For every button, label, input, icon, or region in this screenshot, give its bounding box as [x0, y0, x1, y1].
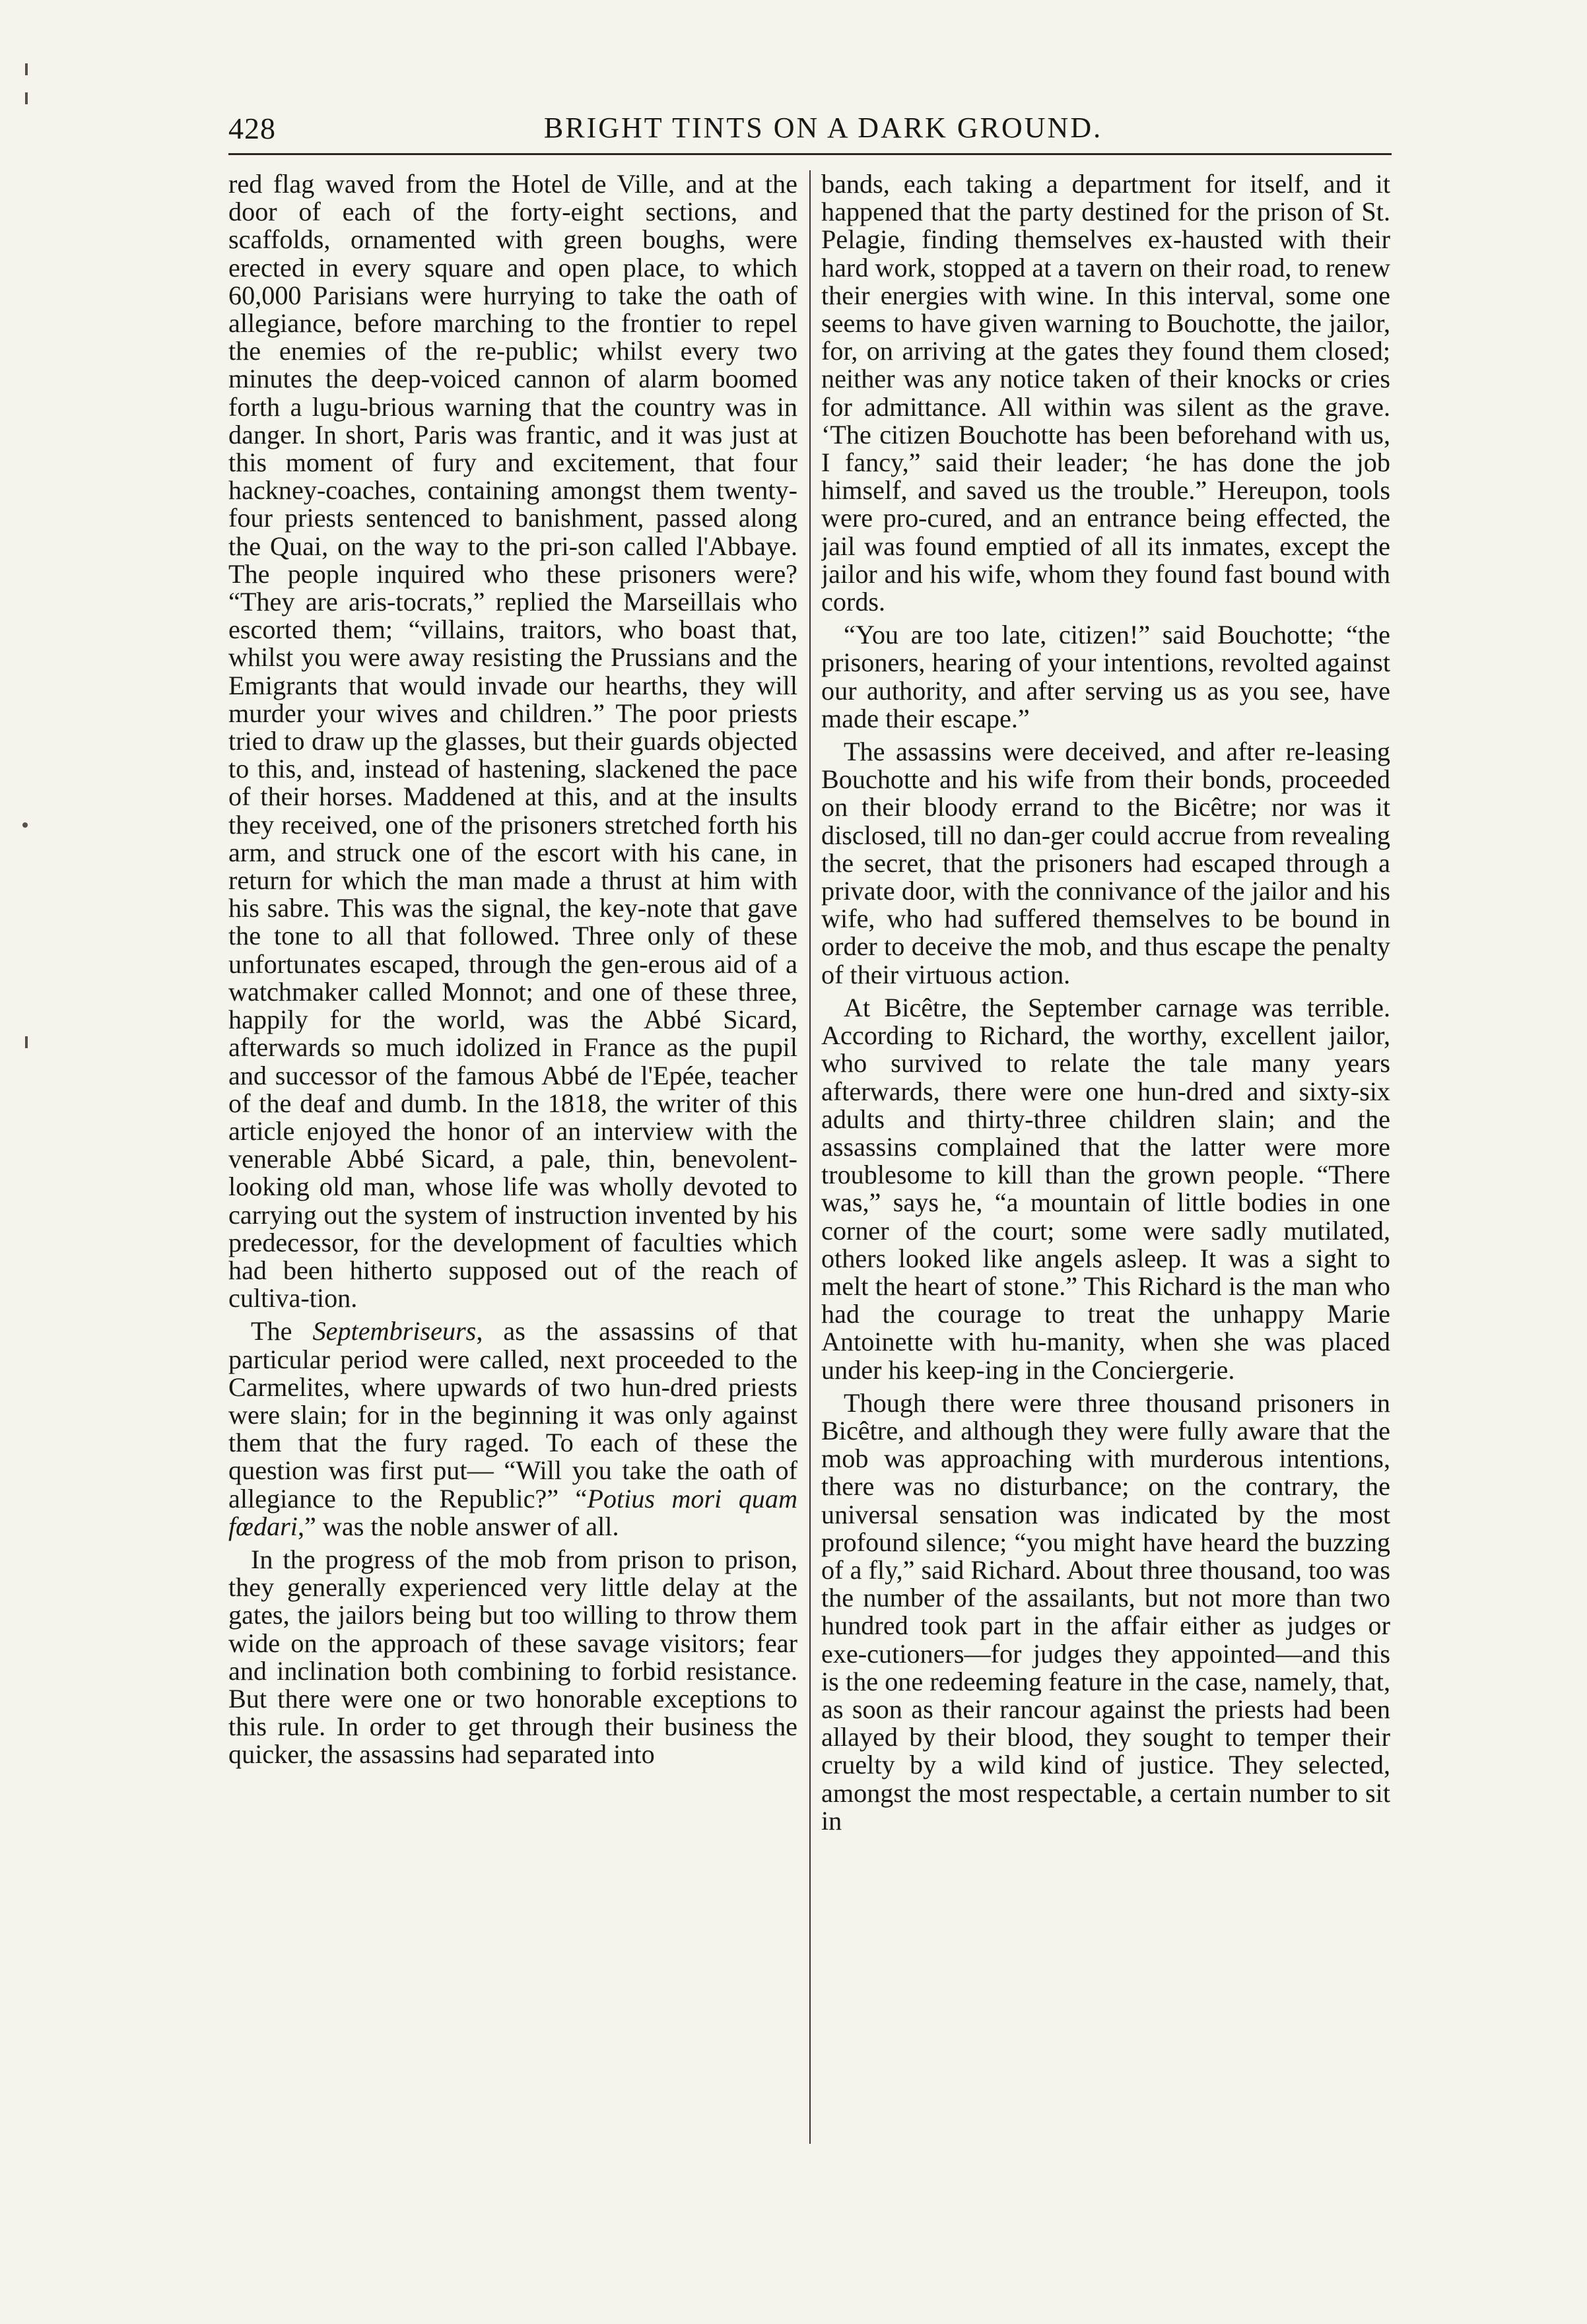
italic-term: Septembriseurs [312, 1316, 477, 1346]
latin-quote: Potius mori quam fœdari [228, 1483, 797, 1541]
paragraph: Though there were three thousand prisoners in Bicêtre, and although they were fully aware that the mob was approaching with murderous intentions, there was no disturbance; on the contrary, the universal sensation was indicated by the most profound silence; “you might have heard the buzzing of a fly,” said Richard. About three thousand, too was the number of the assailants, but not more than two hundred took part in the affair either as judges or exe-cutioners—for judges they appointed—and this is the one redeeming feature in the case, namely, that, as soon as their rancour against the priests had been allayed by their blood, they sought to temper their cruelty by a wild kind of justice. They selected, amongst the most respectable, a certain number to sit in [821, 1387, 1390, 1836]
paragraph: The assassins were deceived, and after re-leasing Bouchotte and his wife from their bonds, proceeded on their bloody errand to the Bicêtre; nor was it disclosed, till no dan-ger could accrue from revealing the secret, that the prisoners had escaped through a private door, with the connivance of the jailor and his wife, who had suffered themselves to be bound in order to deceive the mob, and thus escape the penalty of their virtuous action. [821, 737, 1390, 989]
text-run: The [251, 1316, 313, 1346]
running-title: BRIGHT TINTS ON A DARK GROUND. [543, 112, 1103, 144]
header-rule [228, 153, 1392, 155]
margin-mark [25, 63, 28, 75]
margin-mark [22, 822, 28, 828]
margin-mark [25, 1036, 28, 1048]
paragraph: In the progress of the mob from prison to prison, they generally experienced very little delay at the gates, the jailors being but too willing to throw them wide on the approach of these savage visitors; fear and inclination both combining to forbid resistance. But there were one or two honorable exceptions to this rule. In order to get through their business the quicker, the assassins had separated into [228, 1544, 797, 1770]
page-header [228, 110, 1392, 152]
paragraph [228, 1317, 797, 1541]
right-column [821, 170, 1390, 2150]
left-column [228, 170, 797, 2150]
paragraph: bands, each taking a department for itself, and it happened that the party destined for the prison of St. Pelagie, finding themselves ex-hausted with their hard work, stopped at a tavern on their road, to renew their energies with wine. In this interval, some one seems to have given warning to Bouchotte, the jailor, for, on arriving at the gates they found them closed; neither was any notice taken of their knocks or cries for admittance. All within was silent as the grave. ‘The citizen Bouchotte has been beforehand with us, I fancy,” said their leader; ‘he has done the job himself, and saved us the trouble.” Hereupon, tools were pro-cured, and an entrance being effected, the jail was found emptied of all its inmates, except the jailor and his wife, whom they found fast bound with cords. [821, 170, 1390, 617]
margin-mark [25, 92, 28, 104]
text-run: ,” was the noble answer of all. [297, 1511, 619, 1541]
page-number: 428 [228, 112, 276, 145]
column-divider [809, 170, 811, 2144]
paragraph: At Bicêtre, the September carnage was terrible. According to Richard, the worthy, excellent jailor, who survived to relate the tale many years afterwards, there were one hun-dred and sixty-six adults and thirty-three children slain; and the assassins complained that the latter were more troublesome to kill than the grown people. “There was,” says he, “a mountain of little bodies in one corner of the court; some were sadly mutilated, others looked like angels asleep. It was a sight to melt the heart of stone.” This Richard is the man who had the courage to treat the unhappy Marie Antoinette with hu-manity, when she was placed under his keep-ing in the Conciergerie. [821, 992, 1390, 1385]
margin-marks [0, 0, 40, 2324]
paragraph: red flag waved from the Hotel de Ville, and at the door of each of the forty-eight sections, and scaffolds, ornamented with green boughs, were erected in every square and open place, to which 60,000 Parisians were hurrying to take the oath of allegiance, before marching to the frontier to repel the enemies of the re-public; whilst every two minutes the deep-voiced cannon of alarm boomed forth a lugu-brious warning that the country was in danger. In short, Paris was frantic, and it was just at this moment of fury and excitement, that four hackney-coaches, containing amongst them twenty-four priests sentenced to banishment, passed along the Quai, on the way to the pri-son called l'Abbaye. The people inquired who these prisoners were? “They are aris-tocrats,” replied the Marseillais who escorted them; “villains, traitors, who boast that, whilst you were away resisting the Prussians and the Emigrants that would invade our hearths, they will murder your wives and children.” The poor priests tried to draw up the glasses, but their guards objected to this, and, instead of hastening, slackened the pace of their horses. Maddened at this, and at the insults they received, one of the prisoners stretched forth his arm, and struck one of the escort with his cane, in return for which the man made a thrust at him with his sabre. This was the signal, the key-note that gave the tone to all that followed. Three only of these unfortunates escaped, through the gen-erous aid of a watchmaker called Monnot; and one of these three, happily for the world, was the Abbé Sicard, afterwards so much idolized in France as the pupil and successor of the famous Abbé de l'Epée, teacher of the deaf and dumb. In the 1818, the writer of this article enjoyed the honor of an interview with the venerable Abbé Sicard, a pale, thin, benevolent-looking old man, whose life was wholly devoted to carrying out the system of instruction invented by his predecessor, for the development of faculties which had been hitherto supposed out of the reach of cultiva-tion. [228, 170, 797, 1313]
paragraph: “You are too late, citizen!” said Bouchotte; “the prisoners, hearing of your intentions, revolted against our authority, and after serving us as you see, have made their escape.” [821, 620, 1390, 733]
text-run: , as the assassins of that particular period were called, next proceeded to the Carmelites, where upwards of two hun-dred priests were slain; for in the beginning it was only against them that the fury raged. To each of these the question was first put— “Will you take the oath of allegiance to the Republic?” “ [228, 1316, 797, 1513]
